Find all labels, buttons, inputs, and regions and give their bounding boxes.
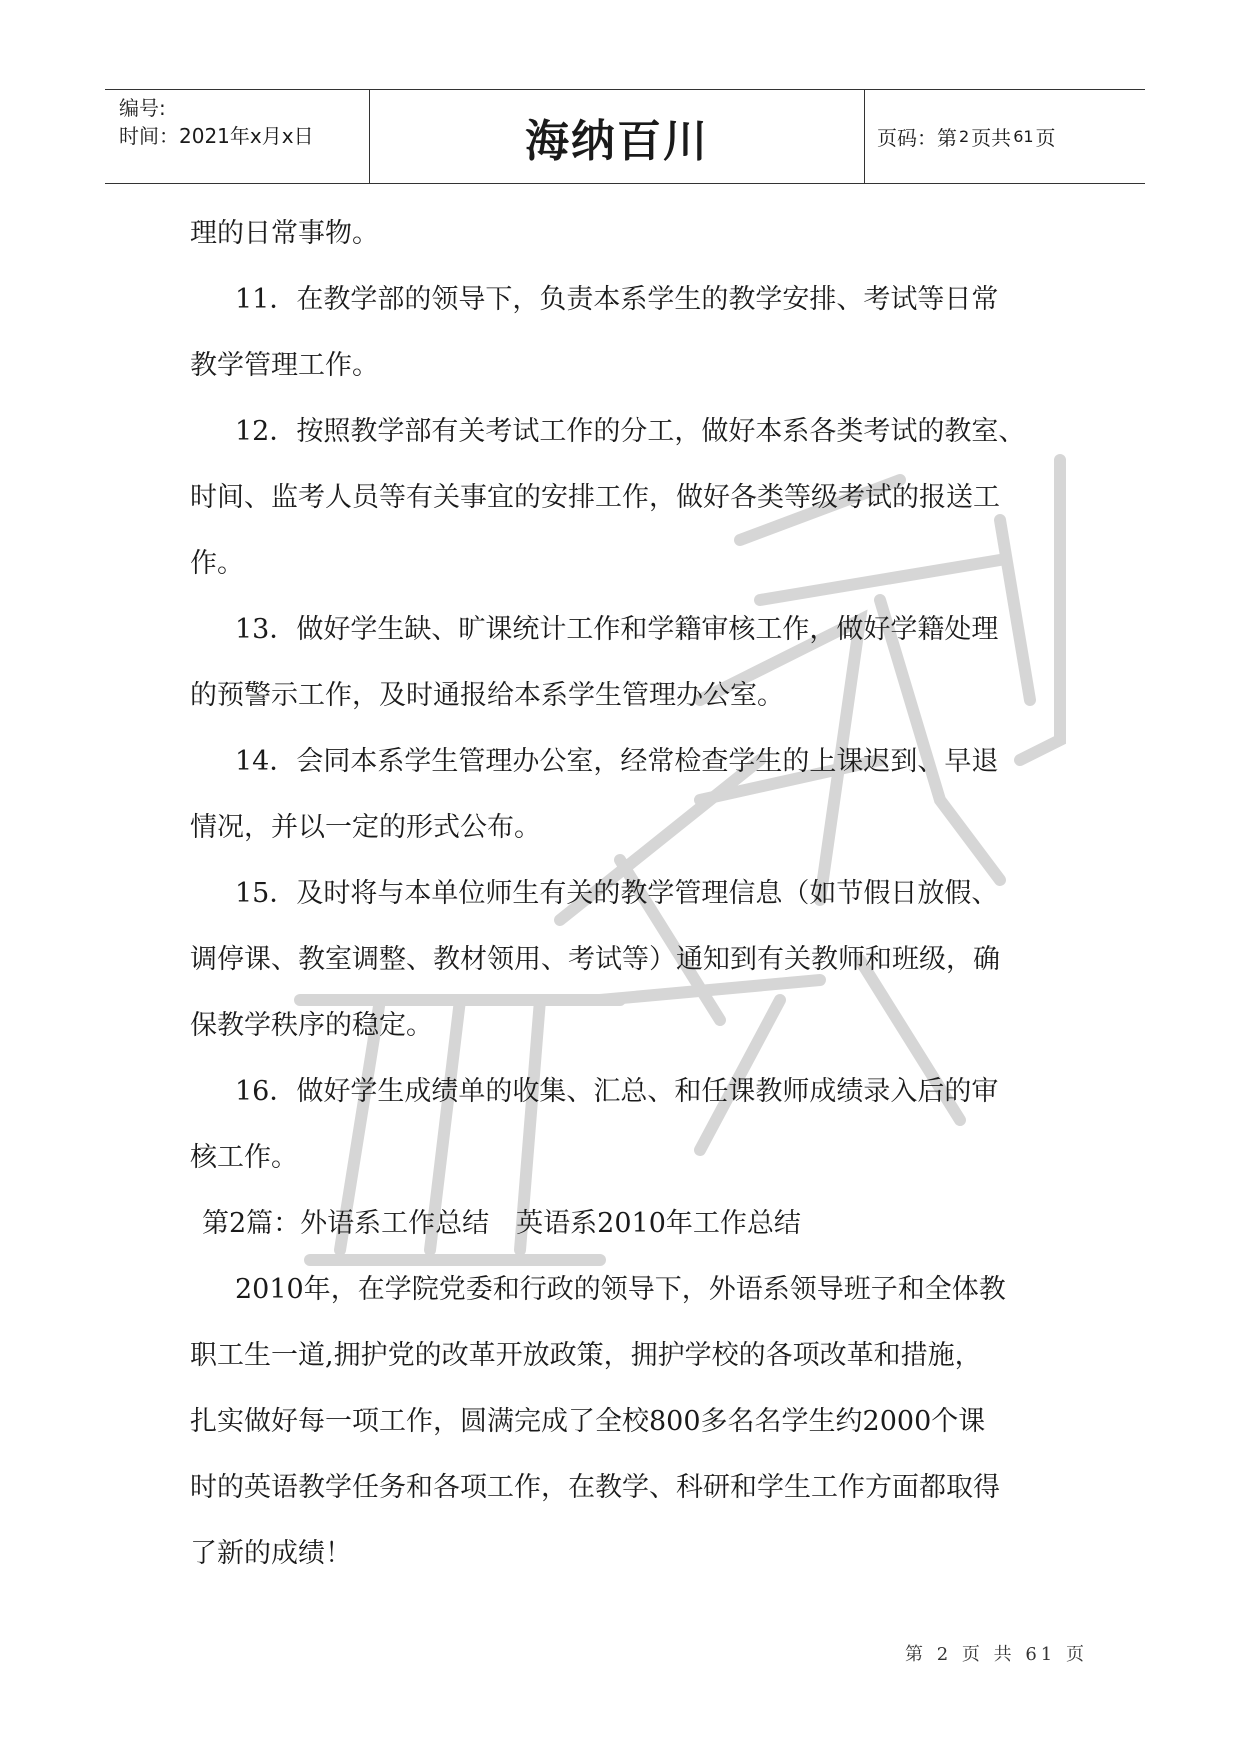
body-line: 时的英语教学任务和各项工作，在教学、科研和学生工作方面都取得 [190, 1472, 1000, 1503]
body-line: 12．按照教学部有关考试工作的分工，做好本系各类考试的教室、 [235, 416, 1026, 447]
body-line: 13．做好学生缺、旷课统计工作和学籍审核工作，做好学籍处理 [235, 614, 999, 645]
doc-number-label: 编号: [119, 96, 166, 120]
body-line: 14．会同本系学生管理办公室，经常检查学生的上课迟到、早退 [235, 746, 999, 777]
body-line: 保教学秩序的稳定。 [190, 1010, 433, 1041]
body-line: 情况，并以一定的形式公布。 [190, 812, 541, 843]
document-header [105, 89, 1145, 184]
body-line: 16．做好学生成绩单的收集、汇总、和任课教师成绩录入后的审 [235, 1076, 999, 1107]
body-line: 的预警示工作，及时通报给本系学生管理办公室。 [190, 680, 784, 711]
body-line: 时间、监考人员等有关事宜的安排工作，做好各类等级考试的报送工 [190, 482, 1000, 513]
document-body [190, 219, 1070, 1605]
header-info [105, 90, 370, 183]
body-line: 作。 [190, 548, 244, 579]
body-line: 了新的成绩！ [190, 1538, 352, 1569]
body-line: 理的日常事物。 [190, 218, 379, 249]
page-number: 2 [959, 127, 970, 146]
body-line: 教学管理工作。 [190, 350, 379, 381]
header-title: 海纳百川 [370, 90, 865, 183]
body-line: 职工生一道,拥护党的改革开放政策，拥护学校的各项改革和措施， [190, 1340, 982, 1371]
page-prefix: 页码：第 [877, 126, 957, 150]
doc-date: 时间：2021年x月x日 [119, 124, 314, 148]
body-line: 2010年，在学院党委和行政的领导下，外语系领导班子和全体教 [235, 1274, 1006, 1305]
body-line: 核工作。 [190, 1142, 298, 1173]
body-line: 11．在教学部的领导下，负责本系学生的教学安排、考试等日常 [235, 284, 999, 315]
body-line: 扎实做好每一项工作，圆满完成了全校800多名名学生约2000个课 [190, 1406, 986, 1437]
page-suffix: 页 [1035, 126, 1056, 150]
header-page-info [865, 90, 1145, 183]
section-heading: 第2篇：外语系工作总结 英语系2010年工作总结 [202, 1208, 801, 1239]
page-total: 61 [1013, 127, 1034, 146]
page-mid: 页共 [971, 126, 1012, 150]
page-footer: 第 2 页 共 61 页 [905, 1644, 1088, 1665]
body-line: 15．及时将与本单位师生有关的教学管理信息（如节假日放假、 [235, 878, 999, 909]
body-line: 调停课、教室调整、教材领用、考试等）通知到有关教师和班级，确 [190, 944, 1000, 975]
